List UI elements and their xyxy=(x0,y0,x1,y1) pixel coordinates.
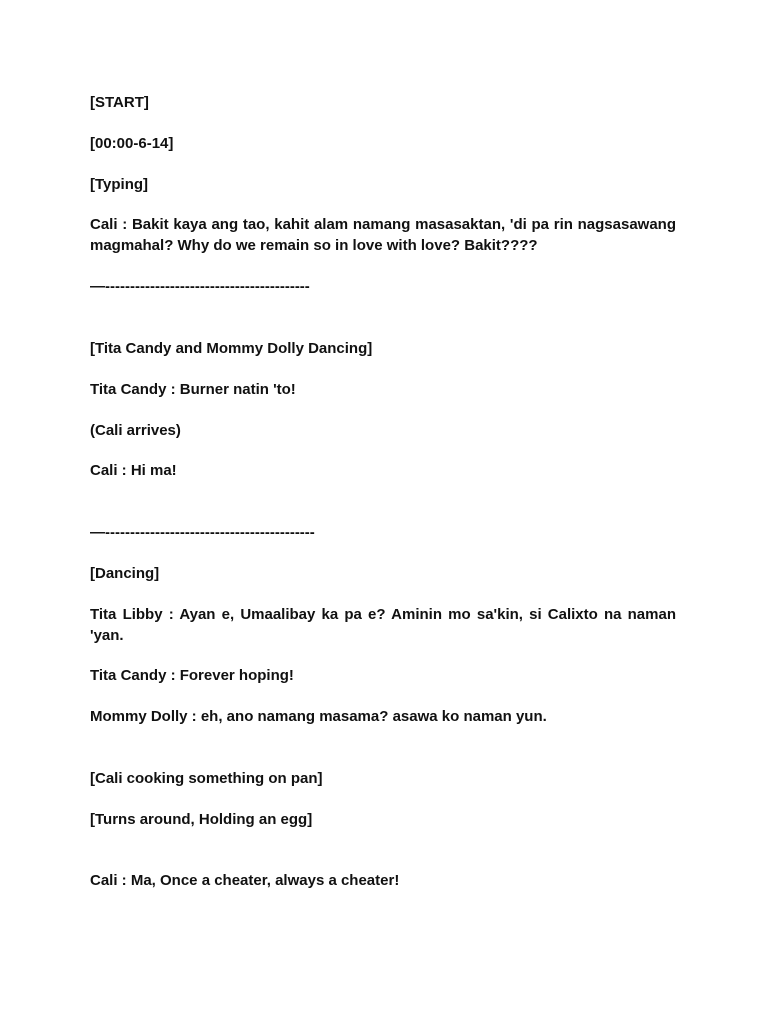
dialogue-cali-1: Cali : Bakit kaya ang tao, kahit alam namang masasaktan, 'di pa rin nagsasawang magmahal? Why do we remain so in love with love? Bakit???? xyxy=(90,216,676,254)
stage-direction-turns-around: [Turns around, Holding an egg] xyxy=(90,811,313,828)
start-marker: [START] xyxy=(90,94,149,111)
dialogue-cali-2: Cali : Hi ma! xyxy=(90,462,177,479)
timecode: [00:00-6-14] xyxy=(90,135,174,152)
stage-direction-cali-cooking: [Cali cooking something on pan] xyxy=(90,770,323,787)
stage-direction-typing: [Typing] xyxy=(90,176,149,193)
dialogue-mommy-dolly: Mommy Dolly : eh, ano namang masama? asawa ko naman yun. xyxy=(90,708,547,725)
stage-direction-moms-dancing: [Tita Candy and Mommy Dolly Dancing] xyxy=(90,340,373,357)
stage-direction-dancing: [Dancing] xyxy=(90,565,160,582)
stage-direction-cali-arrives: (Cali arrives) xyxy=(90,422,181,439)
dialogue-tita-libby: Tita Libby : Ayan e, Umaalibay ka pa e? Aminin mo sa'kin, si Calixto na naman 'yan. xyxy=(90,606,676,644)
dialogue-cali-3: Cali : Ma, Once a cheater, always a cheater! xyxy=(90,872,400,889)
divider-1: —----------------------------------------- xyxy=(90,278,310,295)
dialogue-tita-candy-1: Tita Candy : Burner natin 'to! xyxy=(90,381,296,398)
dialogue-tita-candy-2: Tita Candy : Forever hoping! xyxy=(90,667,294,684)
divider-2: —------------------------------------------ xyxy=(90,524,315,541)
